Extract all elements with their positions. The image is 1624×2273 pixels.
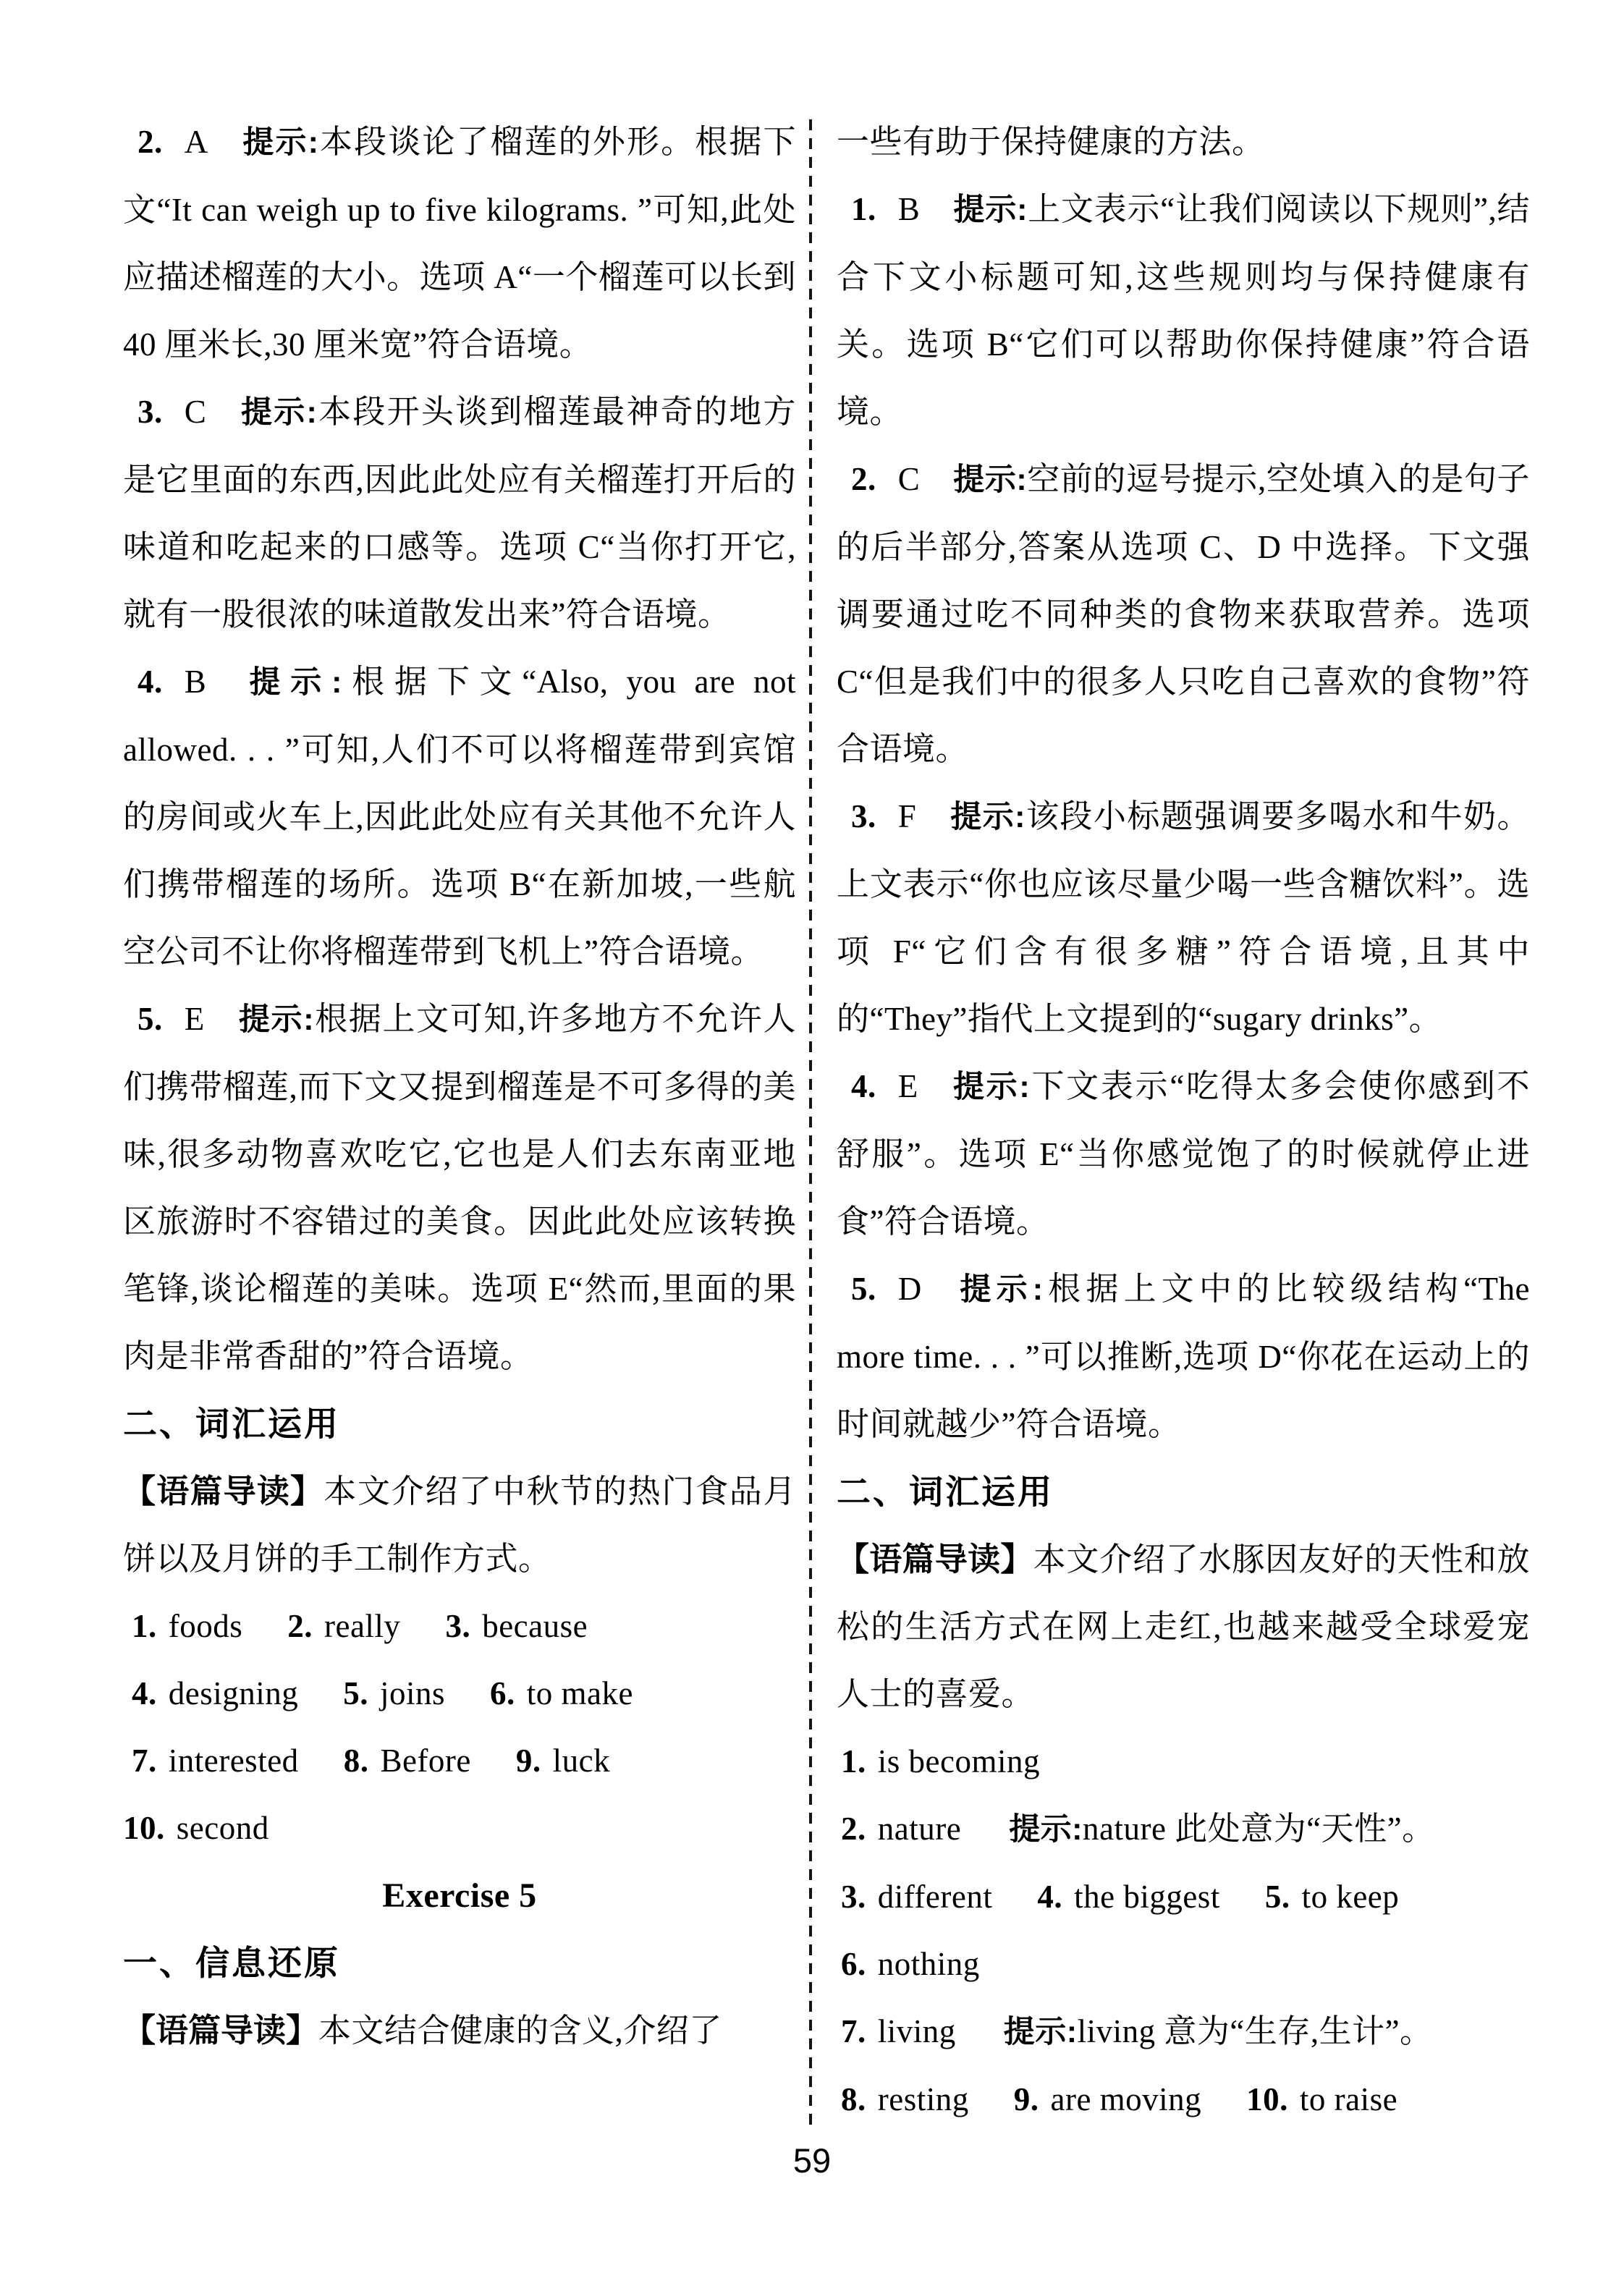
hint-label: 提示: <box>953 192 1028 227</box>
vocab-answer-row <box>837 1931 1530 1998</box>
hint-text: 下文表示“吃得太多会使你感到不舒服”。选项 E“当你感觉饱了的时候就停止进食”符合语境。 <box>837 1068 1530 1240</box>
item-number: 5. <box>851 1271 876 1307</box>
vocab-number: 6. <box>841 1946 866 1982</box>
hint-text: 该段小标题强调要多喝水和牛奶。上文表示“你也应该尽量少喝一些含糖饮料”。选项 F“它们含有很多糖”符合语境,且其中的“They”指代上文提到的“sugary drinks”。 <box>837 798 1530 1037</box>
answer-letter: C <box>184 394 207 430</box>
restore-answer-item <box>837 1256 1530 1458</box>
restore-answer-item <box>123 378 796 648</box>
vocab-number: 8. <box>343 1743 369 1779</box>
restore-answer-item <box>123 986 796 1390</box>
section-heading-restore: 一、信息还原 <box>123 1944 340 1982</box>
vocab-number: 1. <box>841 1743 866 1779</box>
vocab-number: 6. <box>490 1675 515 1711</box>
vocab-number: 2. <box>287 1608 313 1644</box>
vocab-number: 9. <box>515 1743 541 1779</box>
answer-letter: A <box>184 124 208 160</box>
item-number: 2. <box>138 124 163 160</box>
vocab-word: different <box>877 1879 993 1915</box>
vocab-answer <box>1246 2081 1397 2117</box>
answer-letter: F <box>897 798 917 834</box>
vocab-number: 10. <box>1246 2081 1288 2117</box>
vocab-answer <box>841 1879 992 1915</box>
guide-text: 本文结合健康的含义,介绍了 <box>318 2012 722 2049</box>
hint-label: 提示: <box>953 462 1028 497</box>
restore-answer-item <box>837 446 1530 783</box>
vocab-word: resting <box>877 2081 969 2117</box>
restore-answer-item <box>837 176 1530 446</box>
vocab-number: 1. <box>132 1608 157 1644</box>
vocab-word: designing <box>168 1675 299 1711</box>
vocab-answer <box>841 1811 961 1847</box>
guide-text: 本文介绍了中秋节的热门食品月饼以及月饼的手工制作方式。 <box>123 1473 796 1577</box>
vocab-number: 7. <box>132 1743 157 1779</box>
item-number: 2. <box>851 461 876 497</box>
vocab-number: 3. <box>841 1879 866 1915</box>
vocab-word: are moving <box>1050 2081 1202 2117</box>
vocab-hint <box>1001 2013 1433 2049</box>
vocab-word: because <box>482 1608 588 1644</box>
vocab-answer <box>132 1675 298 1711</box>
answer-letter: B <box>184 664 207 700</box>
exercise-heading: Exercise 5 <box>382 1876 537 1915</box>
vocab-answer-row <box>837 2066 1530 2133</box>
vocab-answer <box>1014 2081 1201 2117</box>
vocab-word: to raise <box>1299 2081 1398 2117</box>
answer-letter: D <box>897 1271 922 1307</box>
vocab-word: foods <box>168 1608 243 1644</box>
vocab-answer <box>1037 1879 1219 1915</box>
item-number: 4. <box>138 664 163 700</box>
guide-label: 【语篇导读】 <box>123 1473 324 1510</box>
vocab-answer <box>287 1608 400 1644</box>
restore-answer-item <box>837 783 1530 1053</box>
right-column <box>837 109 1530 2133</box>
vocab-answer <box>490 1675 633 1711</box>
answer-letter: B <box>897 191 921 227</box>
vocab-answer-row <box>837 1795 1530 1863</box>
vocab-word: the biggest <box>1074 1879 1220 1915</box>
hint-label: 提示: <box>237 1002 315 1037</box>
vocab-answer-row <box>123 1727 796 1795</box>
hint-text: living 意为“生存,生计”。 <box>1077 2013 1433 2049</box>
vocab-number: 3. <box>445 1608 471 1644</box>
vocab-answer <box>841 1946 980 1982</box>
section-heading-vocab: 二、词汇运用 <box>837 1473 1054 1511</box>
item-number: 5. <box>138 1001 163 1037</box>
guide-paragraph <box>123 1457 796 1593</box>
guide-paragraph <box>123 1997 796 2065</box>
hint-text: 本段开头谈到榴莲最神奇的地方是它里面的东西,因此此处应有关榴莲打开后的味道和吃起来的口感等。选项 C“当你打开它,就有一股很浓的味道散发出来”符合语境。 <box>123 394 796 632</box>
vocab-answer-row <box>837 1998 1530 2066</box>
section-heading-vocab: 二、词汇运用 <box>123 1405 340 1443</box>
restore-answer-item <box>837 1053 1530 1256</box>
vocab-answer-row <box>837 1863 1530 1931</box>
left-column <box>123 109 796 2065</box>
hint-text: 本段谈论了榴莲的外形。根据下文“It can weigh up to five kilograms. ”可知,此处应描述榴莲的大小。选项 A“一个榴莲可以长到 40 厘米长,30 厘米宽”符合语境。 <box>123 124 796 363</box>
answer-letter: C <box>897 461 921 497</box>
vocab-answer <box>841 2081 969 2117</box>
guide-label: 【语篇导读】 <box>837 1541 1033 1578</box>
vocab-number: 5. <box>1264 1879 1290 1915</box>
vocab-number: 10. <box>123 1810 165 1846</box>
hint-text: 根据上文可知,许多地方不允许人们携带榴莲,而下文又提到榴莲是不可多得的美味,很多动物喜欢吃它,它也是人们去东南亚地区旅游时不容错过的美食。因此此处应该转换笔锋,谈论榴莲的美味。选项 E“然而,里面的果肉是非常香甜的”符合语境。 <box>123 1001 796 1374</box>
vocab-answer-row <box>123 1795 796 1862</box>
vocab-word: nature <box>877 1811 962 1847</box>
guide-label: 【语篇导读】 <box>123 2012 319 2049</box>
page-number: 59 <box>792 2141 832 2180</box>
hint-label: 提示: <box>950 800 1025 834</box>
vocab-word: second <box>176 1810 269 1846</box>
item-number: 1. <box>851 191 876 227</box>
vocab-answer <box>841 2013 956 2049</box>
hint-label: 提示: <box>1009 1812 1083 1847</box>
vocab-number: 2. <box>841 1811 866 1847</box>
guide-paragraph <box>837 1525 1530 1728</box>
vocab-word: really <box>324 1608 401 1644</box>
vocab-answer <box>841 1743 1040 1779</box>
vocab-number: 5. <box>343 1675 368 1711</box>
hint-text: 空前的逗号提示,空处填入的是句子的后半部分,答案从选项 C、D 中选择。下文强调要通过吃不同种类的食物来获取营养。选项 C“但是我们中的很多人只吃自己喜欢的食物”符合语境。 <box>837 461 1530 767</box>
hint-text: nature 此处意为“天性”。 <box>1083 1811 1435 1847</box>
vocab-hint <box>1006 1811 1434 1847</box>
answer-letter: E <box>897 1068 918 1104</box>
vocab-number: 7. <box>841 2013 866 2049</box>
item-number: 3. <box>138 394 163 430</box>
answer-letter: E <box>184 1001 205 1037</box>
vocab-word: joins <box>380 1675 446 1711</box>
item-number: 4. <box>851 1068 876 1104</box>
vocab-answer <box>132 1743 299 1779</box>
vocab-answer <box>132 1608 242 1644</box>
vocab-answer-row <box>837 1728 1530 1795</box>
vocab-answer <box>344 1743 471 1779</box>
hint-label: 提示: <box>955 1272 1044 1307</box>
hint-label: 提示: <box>951 1070 1031 1104</box>
vocab-answer-row <box>123 1593 796 1660</box>
vocab-answer <box>343 1675 445 1711</box>
vocab-number: 4. <box>132 1675 157 1711</box>
column-divider <box>809 119 812 2128</box>
vocab-answer-row <box>123 1660 796 1727</box>
restore-answer-item <box>123 648 796 986</box>
item-number: 3. <box>851 798 876 834</box>
vocab-number: 4. <box>1037 1879 1063 1915</box>
vocab-word: to keep <box>1301 1879 1400 1915</box>
hint-text: 根据下文“Also, you are not allowed. . . ”可知,人们不可以将榴莲带到宾馆的房间或火车上,因此此处应有关其他不允许人们携带榴莲的场所。选项 B“在新加坡,一些航空公司不让你将榴莲带到飞机上”符合语境。 <box>123 664 796 970</box>
vocab-number: 8. <box>841 2081 866 2117</box>
hint-text: 上文表示“让我们阅读以下规则”,结合下文小标题可知,这些规则均与保持健康有关。选项 B“它们可以帮助你保持健康”符合语境。 <box>837 191 1531 430</box>
vocab-word: is becoming <box>877 1743 1040 1779</box>
vocab-number: 9. <box>1013 2081 1039 2117</box>
hint-label: 提示: <box>1003 2015 1078 2049</box>
vocab-answer <box>445 1608 588 1644</box>
vocab-word: Before <box>380 1743 471 1779</box>
hint-label: 提示: <box>240 395 318 430</box>
vocab-word: nothing <box>877 1946 980 1982</box>
vocab-answer <box>1265 1879 1399 1915</box>
guide-text: 本文介绍了水豚因友好的天性和放松的生活方式在网上走红,也越来越受全球爱宠人士的喜爱。 <box>837 1541 1530 1712</box>
vocab-word: interested <box>168 1743 299 1779</box>
restore-answer-item <box>123 109 796 378</box>
vocab-answer <box>516 1743 610 1779</box>
hint-label: 提示: <box>241 125 319 160</box>
continuation-text: 一些有助于保持健康的方法。 <box>837 124 1265 160</box>
hint-text: 根据上文中的比较级结构“The more time. . . ”可以推断,选项 D“你花在运动上的时间就越少”符合语境。 <box>837 1271 1531 1442</box>
vocab-word: luck <box>552 1743 611 1779</box>
vocab-answer <box>123 1810 269 1846</box>
vocab-word: living <box>877 2013 956 2049</box>
hint-label: 提示: <box>240 665 342 700</box>
vocab-word: to make <box>526 1675 633 1711</box>
